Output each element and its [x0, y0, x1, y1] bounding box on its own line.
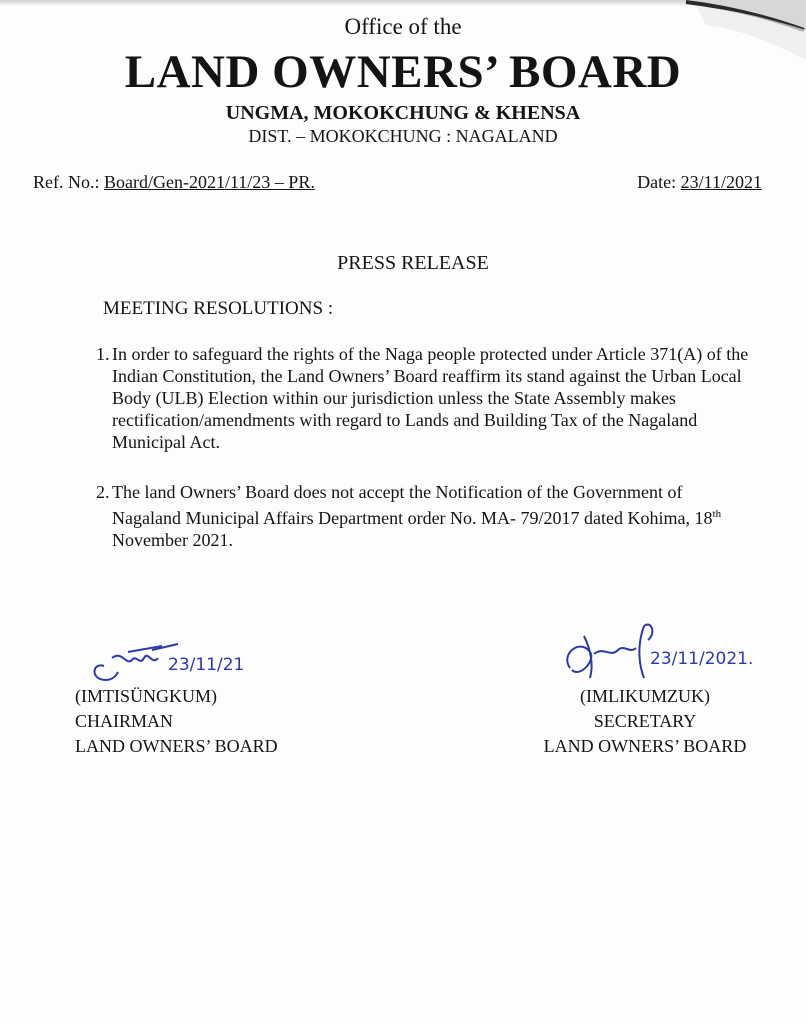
- ref-value: Board/Gen-2021/11/23 – PR.: [104, 172, 315, 192]
- resolution-text-end: November 2021.: [112, 530, 233, 550]
- board-location: UNGMA, MOKOKCHUNG & KHENSA: [225, 102, 581, 124]
- secretary-designation: SECRETARY: [593, 711, 697, 731]
- chairman-signatory: [75, 684, 278, 759]
- resolution-number: 2.: [96, 482, 110, 502]
- ordinal-superscript: th: [712, 508, 722, 520]
- secretary-name: (IMLIKUMZUK): [580, 686, 710, 706]
- secretary-signature: [560, 618, 760, 688]
- resolution-item: [96, 343, 752, 453]
- document-title: PRESS RELEASE: [337, 252, 489, 274]
- resolution-text: In order to safeguard the rights of the Naga people protected under Article 371(A) of the Indian Constitution, the Land Owners’ Board reaffirm its stand against the Urban Local Body (ULB) Election within our jurisdiction unless the State Assembly makes rectification/amendments with regard to Lands and Building Tax of the Nagaland Municipal Act.: [112, 344, 749, 452]
- board-district: DIST. – MOKOKCHUNG : NAGALAND: [248, 126, 558, 146]
- resolution-text: [112, 481, 752, 551]
- resolution-number: 1.: [96, 344, 110, 364]
- chairman-designation: CHAIRMAN: [75, 711, 174, 731]
- reference-number: [33, 172, 315, 193]
- chairman-name: (IMTISÜNGKUM): [75, 686, 217, 706]
- secretary-organization: LAND OWNERS’ BOARD: [543, 736, 747, 756]
- secretary-signatory: [533, 684, 757, 759]
- office-of-label: Office of the: [344, 14, 462, 39]
- chairman-signature: [82, 636, 262, 688]
- board-title: LAND OWNERS’ BOARD: [124, 46, 682, 98]
- secretary-signature-date: 23/11/2021.: [650, 649, 754, 669]
- resolution-item: [96, 481, 752, 551]
- ref-label: Ref. No.:: [33, 172, 100, 192]
- document-date: [637, 172, 762, 193]
- chairman-organization: LAND OWNERS’ BOARD: [75, 736, 278, 756]
- chairman-signature-date: 23/11/21: [168, 655, 245, 675]
- section-heading: MEETING RESOLUTIONS :: [103, 298, 334, 319]
- date-label: Date:: [637, 172, 677, 192]
- date-value: 23/11/2021: [680, 172, 762, 192]
- resolution-text-main: The land Owners’ Board does not accept the Notification of the Government of Nagaland Municipal Affairs Department order No. MA- 79/2017 dated Kohima, 18: [112, 482, 713, 528]
